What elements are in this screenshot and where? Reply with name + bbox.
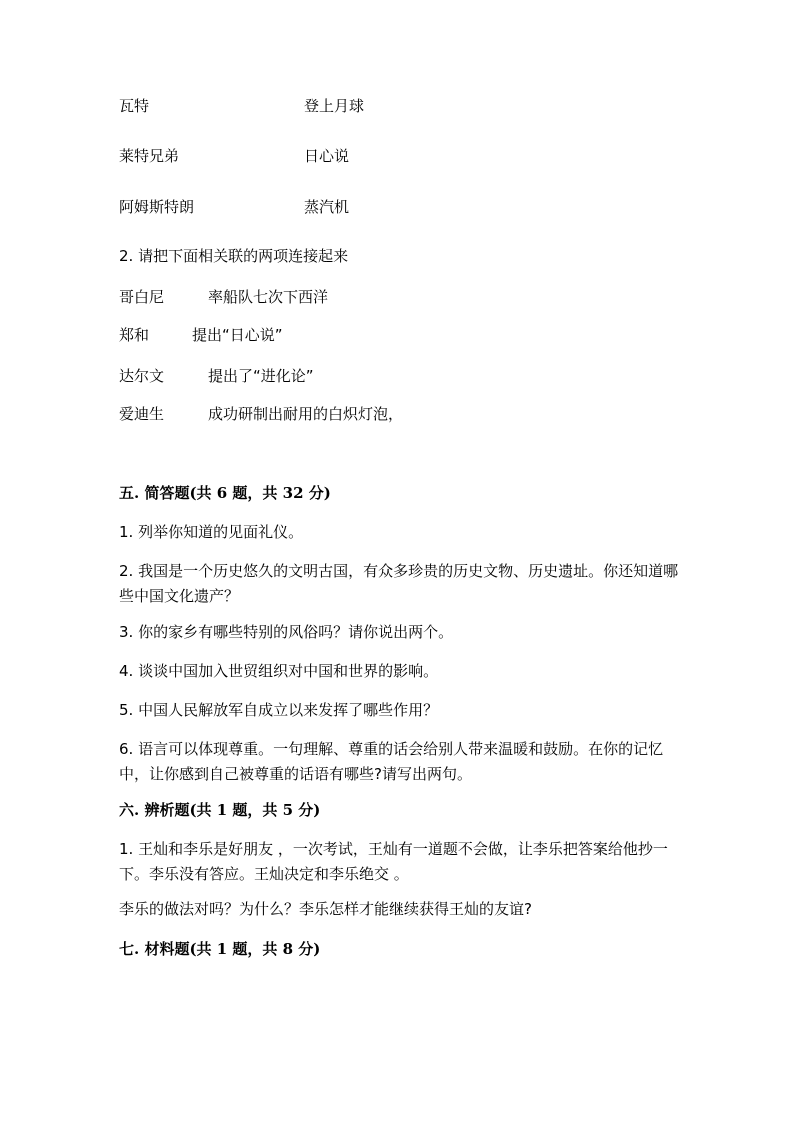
section-5-heading: 五. 简答题(共 6 题，共 32 分) xyxy=(119,484,331,502)
q2-left-2: 达尔文 xyxy=(119,367,165,385)
q2-right-1: 提出“日心说” xyxy=(192,326,283,344)
q2-left-0: 哥白尼 xyxy=(119,288,165,306)
q2-right-0: 率船队七次下西洋 xyxy=(208,288,329,306)
section5-item-2: 2. 我国是一个历史悠久的文明古国，有众多珍贵的历史文物、历史遗址。你还知道哪些中国文化遗产？ xyxy=(119,562,679,605)
q2-left-3: 爱迪生 xyxy=(119,405,165,423)
section5-item-1: 1. 列举你知道的见面礼仪。 xyxy=(119,523,304,541)
section6-item-1-question: 李乐的做法对吗？为什么？李乐怎样才能继续获得王灿的友谊? xyxy=(119,900,532,918)
section-6-heading: 六. 辨析题(共 1 题，共 5 分) xyxy=(119,801,321,819)
match1-left-2: 阿姆斯特朗 xyxy=(119,198,195,216)
section5-item-4: 4. 谈谈中国加入世贸组织对中国和世界的影响。 xyxy=(119,662,439,680)
section5-item-6: 6. 语言可以体现尊重。一句理解、尊重的话会给别人带来温暖和鼓励。在你的记忆中，让你感到自己被尊重的话语有哪些?请写出两句。 xyxy=(119,740,664,783)
section5-item-5: 5. 中国人民解放军自成立以来发挥了哪些作用？ xyxy=(119,701,439,719)
question-2-title: 2. 请把下面相关联的两项连接起来 xyxy=(119,247,349,265)
section-7-heading: 七. 材料题(共 1 题，共 8 分) xyxy=(119,940,321,958)
match1-left-1: 莱特兄弟 xyxy=(119,147,180,165)
q2-right-2: 提出了“进化论” xyxy=(208,367,314,385)
q2-right-3: 成功研制出耐用的白炽灯泡， xyxy=(208,405,404,423)
match1-left-0: 瓦特 xyxy=(119,97,150,115)
section6-item-1: 1. 王灿和李乐是好朋友 ，一次考试，王灿有一道题不会做，让李乐把答案给他抄一下。李乐没有答应。王灿决定和李乐绝交 。 xyxy=(119,840,668,883)
section5-item-3: 3. 你的家乡有哪些特别的风俗吗？请你说出两个。 xyxy=(119,623,454,641)
q2-left-1: 郑和 xyxy=(119,326,150,344)
match1-right-1: 日心说 xyxy=(304,147,350,165)
match1-right-2: 蒸汽机 xyxy=(304,198,350,216)
match1-right-0: 登上月球 xyxy=(304,97,365,115)
